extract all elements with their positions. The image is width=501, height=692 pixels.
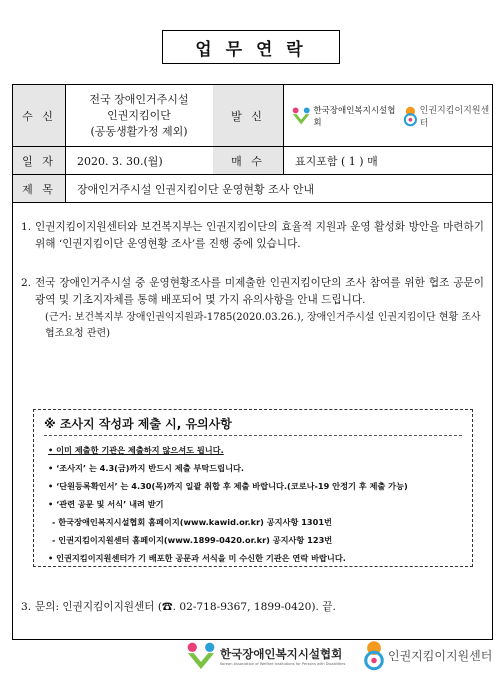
footer-kawid-logo xyxy=(185,640,345,672)
kawid-logo-text: 한국장애인복지시설협회 xyxy=(313,105,396,128)
footer-rights-center-mark-icon xyxy=(363,638,385,672)
subject-value: 장애인거주시설 인권지킴이단 운영현황 조사 안내 xyxy=(77,182,315,196)
date-value: 2020. 3. 30.(월) xyxy=(77,154,163,168)
notice-item-5: - 한국장애인복지시설협회 홈페이지(www.kawid.or.kr) 공지사항 1301번 xyxy=(52,517,332,527)
footer-kawid-english: Korean Association of Welfare Institutions for Persons with Disabilities xyxy=(220,662,346,666)
notice-item-7: • 인권지킴이지원센터가 기 배포한 공문과 서식을 미 수신한 기관은 연락 바랍니다. xyxy=(48,553,346,563)
notice-heading: ※ 조사지 작성과 제출 시, 유의사항 xyxy=(44,417,232,431)
document-title: 업 무 연 락 xyxy=(162,30,340,64)
recipient-value xyxy=(65,85,213,146)
recipient-line-2: 인권지킴이단 xyxy=(107,108,171,122)
paragraph-2-number: 2. xyxy=(21,277,32,289)
paragraph-2-reference: (근거: 보건복지부 장애인권익지원과-1785(2020.03.26.), 장애인거주시설 인권지킴이단 현황 조사 협조요청 관련) xyxy=(45,312,481,339)
header-row-recipient xyxy=(13,85,492,147)
pages-value: 표지포함 ( 1 ) 매 xyxy=(295,154,378,168)
notice-item-6: - 인권지킴이지원센터 홈페이지(www.1899-0420.or.kr) 공지사항 123번 xyxy=(52,535,333,545)
header-row-subject xyxy=(13,175,492,203)
paragraph-1 xyxy=(21,219,484,253)
notice-item-1: • 이미 제출한 기관은 제출하지 않으셔도 됩니다. xyxy=(48,445,224,455)
notice-box xyxy=(33,409,473,567)
recipient-line-3: (공동생활가정 제외) xyxy=(90,124,188,138)
paragraph-2 xyxy=(21,275,484,342)
paragraph-3-number: 3. xyxy=(21,601,32,613)
recipient-line-1: 전국 장애인거주시설 xyxy=(89,92,189,106)
paragraph-1-number: 1. xyxy=(21,221,32,233)
recipient-label: 수 신 xyxy=(13,85,65,146)
paragraph-3 xyxy=(21,599,484,616)
paragraph-2-text: 전국 장애인거주시설 중 운영현황조사를 미제출한 인권지킴이단의 조사 참여를 위한 협조 공문이 광역 및 기초지자체를 통해 배포되어 몇 가지 유의사항을 안내 드립니다. xyxy=(35,277,484,306)
notice-item-2: • ‘조사지’ 는 4.3(금)까지 반드시 제출 부탁드립니다. xyxy=(48,463,245,473)
subject-label: 제 목 xyxy=(13,175,65,202)
footer-kawid-mark-icon xyxy=(185,640,217,672)
footer-rights-center-logo xyxy=(363,638,492,672)
sender-value xyxy=(283,85,492,146)
rights-center-logo-mark-icon xyxy=(403,105,418,127)
notice-item-4: • ‘관련 공문 및 서식’ 내려 받기 xyxy=(48,499,164,509)
notice-item-3: • ‘단원등록확인서’ 는 4.30(목)까지 일괄 취합 후 제출 바랍니다.(코로나-19 안정기 후 제출 가능) xyxy=(48,481,408,491)
header-row-date xyxy=(13,147,492,175)
kawid-logo xyxy=(291,104,397,128)
footer-rights-center-name: 인권지킴이지원센터 xyxy=(388,648,493,663)
paragraph-1-text: 인권지킴이지원센터와 보건복지부는 인권지킴이단의 효율적 지원과 운영 활성화 방안을 마련하기 위해 ‘인권지킴이단 운영현황 조사’를 진행 중에 있습니다. xyxy=(35,221,484,250)
rights-center-logo-text: 인권지킴이지원센터 xyxy=(419,105,490,129)
kawid-logo-mark-icon xyxy=(291,105,311,127)
footer-logos xyxy=(185,636,495,680)
rights-center-logo xyxy=(403,103,492,129)
paragraph-3-text: 문의: 인권지킴이지원센터 (☎. 02-718-9367, 1899-0420). 끝. xyxy=(35,601,336,613)
sender-label: 발 신 xyxy=(213,85,283,146)
pages-label: 매 수 xyxy=(213,147,283,174)
footer-kawid-name: 한국장애인복지시설협회 xyxy=(220,647,343,661)
memo-frame xyxy=(12,84,493,640)
date-label: 일 자 xyxy=(13,147,65,174)
